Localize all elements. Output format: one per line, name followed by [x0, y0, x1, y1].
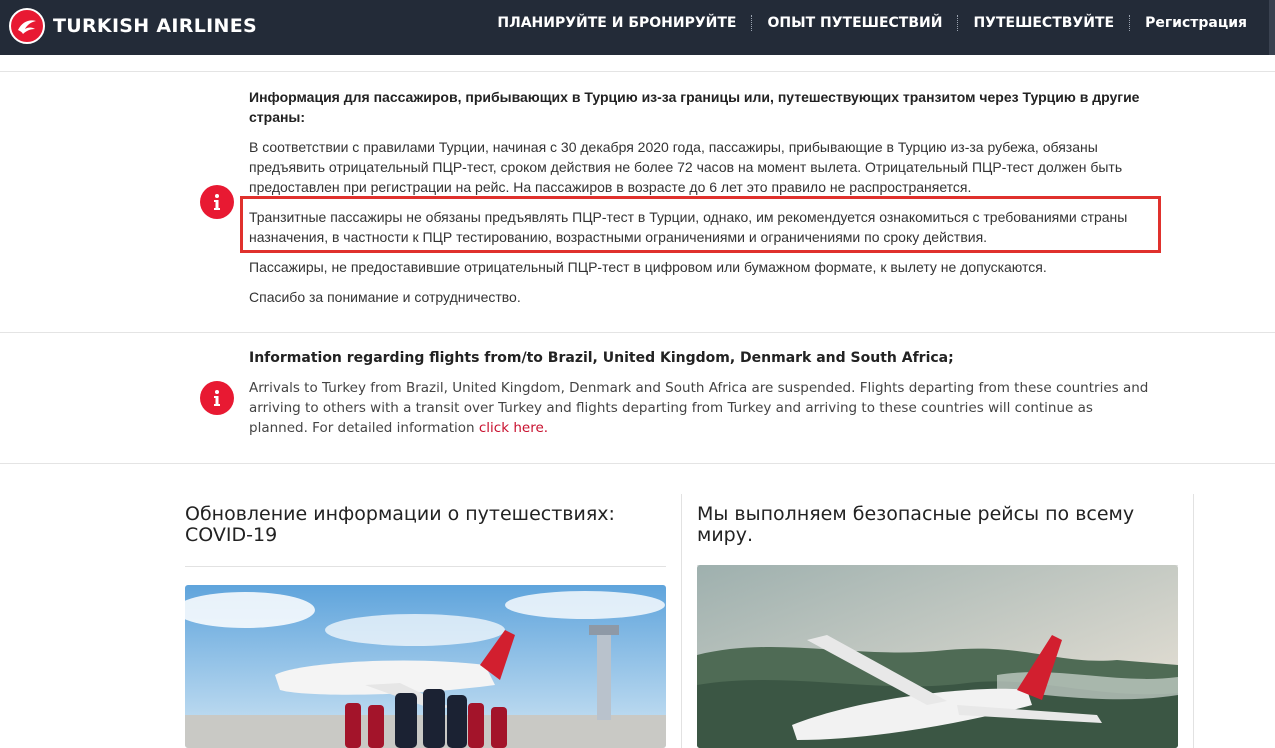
highlight-box — [240, 196, 1161, 253]
notice-paragraph: В соответствии с правилами Турции, начиная с 30 декабря 2020 года, пассажиры, прибывающие в Турцию из-за рубежа, обязаны предъявить отрицательный ПЦР-тест, сроком действия не более 72 часов на момент вылета. Отрицательный ПЦР-тест должен быть предоставлен при регистрации на рейс. На пассажиров в возрасте до 6 лет это правило не распространяется. — [249, 139, 1123, 195]
crew-airplane-image[interactable] — [185, 585, 666, 748]
section-divider — [0, 71, 1275, 72]
column-divider — [681, 494, 682, 748]
info-icon — [200, 381, 234, 415]
notice-paragraph-transit: Транзитные пассажиры не обязаны предъявлять ПЦР-тест в Турции, однако, им рекомендуется ознакомиться с требованиями страны назначения, в частности к ПЦР тестированию, возрастными ограничениями и ограничениями по сроку действия. — [249, 209, 1128, 245]
card-title[interactable]: Обновление информации о путешествиях: COVID-19 — [185, 503, 615, 546]
airplane-over-coast-image[interactable] — [697, 565, 1178, 748]
notice-text: Arrivals to Turkey from Brazil, United Kingdom, Denmark and South Africa are suspended. Flights departing from these countries and arriving to others with a transit over Turkey and flights departing from Turkey and arriving to these countries will continue as planned. For detailed information — [249, 380, 1149, 436]
nav-check-in[interactable]: Регистрация — [1145, 14, 1247, 31]
info-icon — [200, 185, 234, 219]
turkish-airlines-logo[interactable] — [9, 8, 257, 44]
covid-update-card[interactable] — [185, 494, 666, 567]
header-edge — [1269, 0, 1275, 55]
nav-plan-and-book[interactable]: ПЛАНИРУЙТЕ И БРОНИРУЙТЕ — [497, 14, 737, 31]
notice-paragraph: Спасибо за понимание и сотрудничество. — [249, 289, 521, 305]
click-here-link[interactable]: click here. — [478, 420, 549, 436]
notice-title: Информация для пассажиров, прибывающих в Турцию из-за границы или, путешествующих транзитом через Турцию в другие страны: — [249, 89, 1140, 125]
nav-travel-experience[interactable]: ОПЫТ ПУТЕШЕСТВИЙ — [767, 14, 943, 31]
card-divider — [185, 566, 666, 567]
notice-paragraph: Пассажиры, не предоставившие отрицательный ПЦР-тест в цифровом или бумажном формате, к вылету не допускаются. — [249, 259, 1047, 275]
column-divider — [1193, 494, 1194, 748]
safe-flights-card[interactable] — [697, 494, 1178, 566]
top-navigation-bar — [0, 0, 1275, 55]
main-menu — [482, 0, 1275, 45]
brand-name: TURKISH AIRLINES — [53, 15, 257, 37]
notice-content — [249, 348, 1154, 438]
section-divider — [0, 463, 1275, 464]
nav-travel[interactable]: ПУТЕШЕСТВУЙТЕ — [973, 14, 1115, 31]
crane-logo-icon — [9, 8, 45, 44]
notice-title: Information regarding flights from/to Brazil, United Kingdom, Denmark and South Africa; — [249, 350, 954, 366]
notice-paragraph — [249, 378, 1154, 438]
card-title[interactable]: Мы выполняем безопасные рейсы по всему миру. — [697, 503, 1135, 546]
section-divider — [0, 332, 1275, 333]
